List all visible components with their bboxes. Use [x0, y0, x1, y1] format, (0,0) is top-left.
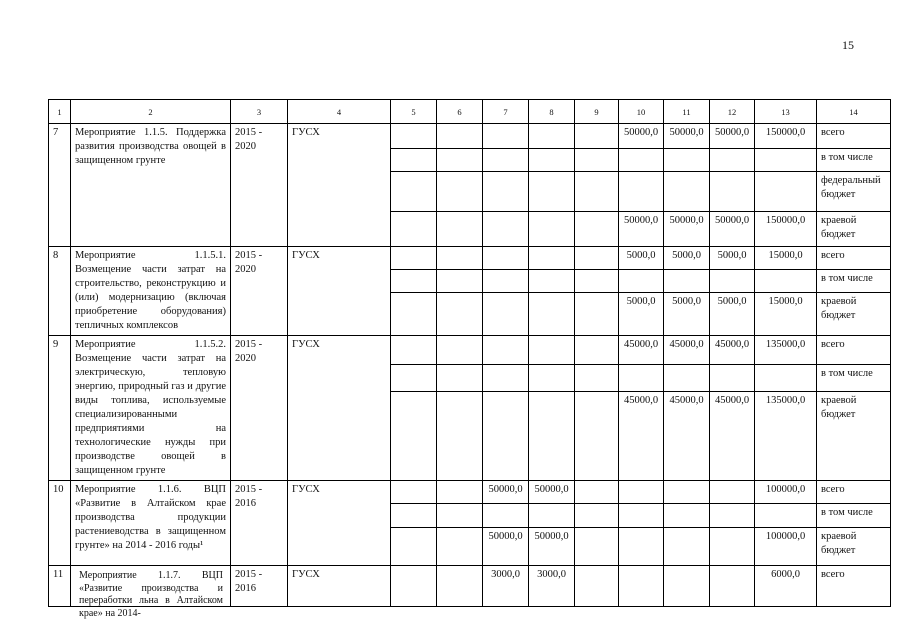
amount-cell-c11: 45000,0	[664, 336, 710, 365]
amount-cell-c12: 5000,0	[710, 247, 755, 270]
amount-cell-c11	[664, 481, 710, 504]
amount-cell-c8: 3000,0	[529, 566, 575, 607]
amount-cell-c7	[483, 292, 529, 335]
amount-cell-c7: 50000,0	[483, 528, 529, 566]
activity-description-text: Мероприятие 1.1.7. ВЦП «Развитие производства и переработки льна в Алтайском крае» на 2014-	[79, 570, 223, 619]
amount-cell-c10	[619, 364, 664, 392]
amount-cell-c8	[529, 212, 575, 247]
amount-cell-c10: 5000,0	[619, 292, 664, 335]
amount-cell-c11	[664, 528, 710, 566]
amount-cell-c7	[483, 172, 529, 212]
header-cell: 5	[391, 100, 437, 124]
amount-cell-c10: 50000,0	[619, 212, 664, 247]
amount-cell-c5	[391, 364, 437, 392]
period-cell: 2015 - 2020	[231, 124, 288, 247]
amount-cell-c13: 15000,0	[755, 247, 817, 270]
amount-cell-c9	[575, 292, 619, 335]
amount-cell-c13: 135000,0	[755, 392, 817, 481]
table-row	[49, 247, 891, 270]
amount-cell-c8	[529, 392, 575, 481]
amount-cell-c11	[664, 269, 710, 292]
amount-cell-c6	[437, 504, 483, 528]
header-cell: 4	[288, 100, 391, 124]
executor-cell: ГУСХ	[288, 481, 391, 566]
amount-cell-c9	[575, 566, 619, 607]
amount-cell-c12	[710, 528, 755, 566]
activity-description: Мероприятие 1.1.5.1. Возмещение части затрат на строительство, реконструкцию и (или) модернизацию (включая приобретение оборудования) тепличных комплексов	[71, 247, 231, 336]
funding-source: всего	[817, 124, 891, 149]
funding-source: федеральный бюджет	[817, 172, 891, 212]
amount-cell-c7	[483, 124, 529, 149]
row-number: 8	[49, 247, 71, 336]
funding-source: краевой бюджет	[817, 528, 891, 566]
amount-cell-c8	[529, 269, 575, 292]
amount-cell-c7	[483, 336, 529, 365]
amount-cell-c13: 150000,0	[755, 212, 817, 247]
row-number: 10	[49, 481, 71, 566]
funding-source: всего	[817, 566, 891, 607]
row-number: 9	[49, 336, 71, 481]
amount-cell-c13	[755, 149, 817, 172]
amount-cell-c5	[391, 247, 437, 270]
header-cell: 2	[71, 100, 231, 124]
amount-cell-c5	[391, 212, 437, 247]
amount-cell-c11: 5000,0	[664, 247, 710, 270]
table-row	[49, 566, 891, 607]
amount-cell-c9	[575, 172, 619, 212]
header-cell: 10	[619, 100, 664, 124]
amount-cell-c8	[529, 364, 575, 392]
amount-cell-c5	[391, 292, 437, 335]
amount-cell-c12	[710, 566, 755, 607]
amount-cell-c9	[575, 149, 619, 172]
amount-cell-c6	[437, 566, 483, 607]
period-cell: 2015 - 2020	[231, 336, 288, 481]
amount-cell-c6	[437, 481, 483, 504]
header-cell: 13	[755, 100, 817, 124]
amount-cell-c9	[575, 336, 619, 365]
activity-description: Мероприятие 1.1.5. Поддержка развития производства овощей в защищенном грунте	[71, 124, 231, 247]
activity-description	[71, 566, 231, 619]
amount-cell-c9	[575, 269, 619, 292]
amount-cell-c6	[437, 269, 483, 292]
amount-cell-c10: 50000,0	[619, 124, 664, 149]
amount-cell-c9	[575, 212, 619, 247]
amount-cell-c13	[755, 172, 817, 212]
amount-cell-c7	[483, 364, 529, 392]
funding-source: всего	[817, 336, 891, 365]
amount-cell-c12	[710, 269, 755, 292]
amount-cell-c10: 45000,0	[619, 336, 664, 365]
program-table	[48, 99, 891, 619]
amount-cell-c6	[437, 149, 483, 172]
amount-cell-c8	[529, 292, 575, 335]
amount-cell-c6	[437, 172, 483, 212]
row-number: 7	[49, 124, 71, 247]
amount-cell-c12	[710, 172, 755, 212]
funding-source: краевой бюджет	[817, 212, 891, 247]
amount-cell-c8	[529, 247, 575, 270]
amount-cell-c7	[483, 269, 529, 292]
amount-cell-c7: 3000,0	[483, 566, 529, 607]
amount-cell-c8	[529, 504, 575, 528]
amount-cell-c6	[437, 212, 483, 247]
amount-cell-c5	[391, 392, 437, 481]
activity-description: Мероприятие 1.1.5.2. Возмещение части затрат на электрическую, тепловую энергию, природный газ и другие виды топлива, используемые специализированными предприятиями на технологические нужды при производстве овощей в защищенном грунте	[71, 336, 231, 481]
amount-cell-c5	[391, 504, 437, 528]
amount-cell-c6	[437, 364, 483, 392]
amount-cell-c13	[755, 504, 817, 528]
header-cell: 7	[483, 100, 529, 124]
amount-cell-c9	[575, 392, 619, 481]
amount-cell-c11: 50000,0	[664, 124, 710, 149]
amount-cell-c13	[755, 364, 817, 392]
amount-cell-c5	[391, 124, 437, 149]
amount-cell-c5	[391, 269, 437, 292]
header-cell: 11	[664, 100, 710, 124]
funding-source: в том числе	[817, 504, 891, 528]
period-cell: 2015 - 2016	[231, 481, 288, 566]
page-number: 15	[842, 38, 854, 52]
amount-cell-c6	[437, 247, 483, 270]
funding-source: краевой бюджет	[817, 292, 891, 335]
amount-cell-c10	[619, 566, 664, 607]
amount-cell-c6	[437, 336, 483, 365]
funding-source: в том числе	[817, 149, 891, 172]
amount-cell-c11: 50000,0	[664, 212, 710, 247]
amount-cell-c12: 45000,0	[710, 336, 755, 365]
amount-cell-c13: 150000,0	[755, 124, 817, 149]
header-cell: 6	[437, 100, 483, 124]
amount-cell-c12	[710, 364, 755, 392]
amount-cell-c9	[575, 124, 619, 149]
amount-cell-c5	[391, 336, 437, 365]
amount-cell-c10	[619, 481, 664, 504]
funding-source: в том числе	[817, 364, 891, 392]
amount-cell-c11	[664, 504, 710, 528]
amount-cell-c6	[437, 292, 483, 335]
amount-cell-c9	[575, 528, 619, 566]
activity-description: Мероприятие 1.1.6. ВЦП «Развитие в Алтайском крае производства продукции растениеводства в защищенном грунте» на 2014 - 2016 годы¹	[71, 481, 231, 566]
executor-cell: ГУСХ	[288, 336, 391, 481]
header-cell: 12	[710, 100, 755, 124]
amount-cell-c8	[529, 336, 575, 365]
amount-cell-c6	[437, 528, 483, 566]
amount-cell-c12: 50000,0	[710, 124, 755, 149]
amount-cell-c10	[619, 149, 664, 172]
funding-source: всего	[817, 247, 891, 270]
amount-cell-c11	[664, 566, 710, 607]
amount-cell-c10	[619, 528, 664, 566]
amount-cell-c7	[483, 149, 529, 172]
amount-cell-c7	[483, 392, 529, 481]
amount-cell-c5	[391, 172, 437, 212]
amount-cell-c8: 50000,0	[529, 481, 575, 504]
period-cell: 2015 - 2016	[231, 566, 288, 607]
amount-cell-c13: 100000,0	[755, 528, 817, 566]
amount-cell-c11: 5000,0	[664, 292, 710, 335]
amount-cell-c11	[664, 149, 710, 172]
table-row	[49, 481, 891, 504]
amount-cell-c6	[437, 392, 483, 481]
amount-cell-c12	[710, 504, 755, 528]
amount-cell-c13: 100000,0	[755, 481, 817, 504]
table-row	[49, 336, 891, 365]
funding-source: всего	[817, 481, 891, 504]
row-number: 11	[49, 566, 71, 607]
executor-cell: ГУСХ	[288, 124, 391, 247]
period-cell: 2015 - 2020	[231, 247, 288, 336]
amount-cell-c13	[755, 269, 817, 292]
amount-cell-c9	[575, 481, 619, 504]
amount-cell-c10	[619, 172, 664, 212]
amount-cell-c12: 45000,0	[710, 392, 755, 481]
table-row	[49, 124, 891, 149]
amount-cell-c10: 45000,0	[619, 392, 664, 481]
amount-cell-c11	[664, 364, 710, 392]
amount-cell-c6	[437, 124, 483, 149]
amount-cell-c8: 50000,0	[529, 528, 575, 566]
amount-cell-c12	[710, 149, 755, 172]
amount-cell-c9	[575, 504, 619, 528]
amount-cell-c11: 45000,0	[664, 392, 710, 481]
amount-cell-c12	[710, 481, 755, 504]
header-cell: 1	[49, 100, 71, 124]
amount-cell-c5	[391, 149, 437, 172]
amount-cell-c5	[391, 481, 437, 504]
header-cell: 3	[231, 100, 288, 124]
funding-source: в том числе	[817, 269, 891, 292]
amount-cell-c13: 15000,0	[755, 292, 817, 335]
amount-cell-c10: 5000,0	[619, 247, 664, 270]
amount-cell-c11	[664, 172, 710, 212]
amount-cell-c8	[529, 124, 575, 149]
header-row	[49, 100, 891, 124]
amount-cell-c9	[575, 364, 619, 392]
amount-cell-c13: 135000,0	[755, 336, 817, 365]
header-cell: 14	[817, 100, 891, 124]
amount-cell-c12: 5000,0	[710, 292, 755, 335]
amount-cell-c13: 6000,0	[755, 566, 817, 607]
executor-cell: ГУСХ	[288, 566, 391, 607]
header-cell: 9	[575, 100, 619, 124]
executor-cell: ГУСХ	[288, 247, 391, 336]
amount-cell-c8	[529, 172, 575, 212]
amount-cell-c7	[483, 212, 529, 247]
amount-cell-c7: 50000,0	[483, 481, 529, 504]
header-cell: 8	[529, 100, 575, 124]
amount-cell-c9	[575, 247, 619, 270]
amount-cell-c7	[483, 504, 529, 528]
amount-cell-c10	[619, 269, 664, 292]
amount-cell-c7	[483, 247, 529, 270]
amount-cell-c5	[391, 528, 437, 566]
amount-cell-c12: 50000,0	[710, 212, 755, 247]
table-body	[49, 100, 891, 619]
amount-cell-c8	[529, 149, 575, 172]
amount-cell-c5	[391, 566, 437, 607]
funding-source: краевой бюджет	[817, 392, 891, 481]
amount-cell-c10	[619, 504, 664, 528]
